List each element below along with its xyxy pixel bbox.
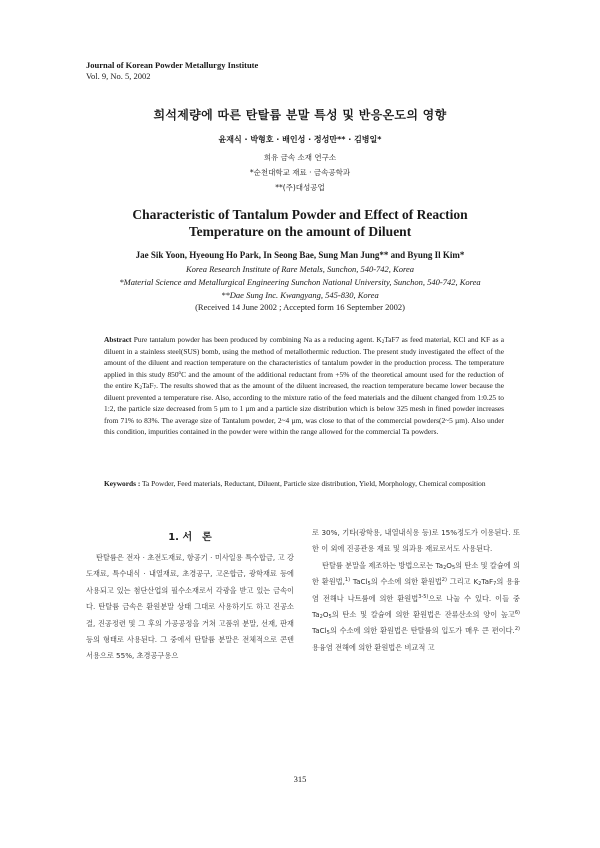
text: 으로 나눌 수 있다. 이들 중 Ta bbox=[312, 593, 520, 620]
received-dates: (Received 14 June 2002 ; Accepted form 16 September 2002) bbox=[195, 302, 405, 312]
text: 의 탄소 및 칼슘에 의한 환원법, bbox=[312, 560, 520, 587]
text: 의 수소에 의한 환원법 bbox=[370, 577, 442, 587]
text: TaF bbox=[481, 577, 494, 587]
keywords bbox=[104, 478, 504, 490]
body-column-left bbox=[86, 550, 294, 665]
english-title-line-1: Characteristic of Tantalum Powder and Effect of Reaction bbox=[132, 207, 468, 222]
text: 의 탄소 및 칼슘에 의한 환원법은 잔류산소의 양이 높고 bbox=[331, 610, 515, 620]
reference-mark: 2) bbox=[441, 577, 447, 584]
subscript: 2 bbox=[381, 339, 385, 345]
text: O bbox=[322, 610, 329, 620]
section-heading: 1. 서 론 bbox=[168, 532, 212, 543]
body-paragraph: 로 30%, 기타(광학용, 내열내식용 등)로 15%정도가 이용된다. 또한 이 외에 진공관용 재료 및 의과용 재료로서도 사용된다. bbox=[312, 528, 520, 554]
text: 그리고 K bbox=[446, 577, 479, 587]
subscript: 5 bbox=[328, 614, 332, 621]
text: O bbox=[446, 560, 452, 570]
journal-volume: Vol. 9, No. 5, 2002 bbox=[86, 71, 151, 81]
subscript: 5 bbox=[367, 581, 371, 588]
keywords-text: Ta Powder, Feed materials, Reductant, Diluent, Particle size distribution, Yield, Morphology, Chemical composition bbox=[140, 479, 486, 488]
body-paragraph bbox=[312, 558, 520, 656]
subscript: 5 bbox=[326, 630, 330, 637]
english-authors: Jae Sik Yoon, Hyeoung Ho Park, In Seong Bae, Sung Man Jung** and Byung Il Kim* bbox=[135, 250, 465, 260]
reference-mark: 2) bbox=[514, 626, 520, 633]
text: TaCl bbox=[350, 577, 368, 587]
korean-affiliation-3: **(주)대성공업 bbox=[275, 183, 325, 192]
body-paragraph: 탄탈륨은 전자 · 초전도재료, 항공기 · 미사일용 특수합금, 고 강도재료, 특수내식 · 내열재료, 초경공구, 고온합금, 광학재료 등에 사용되고 있는 첨단산업의 필수소재로서 각광을 받고 있는 금속이다. 탄탈륨 금속은 환원분말 상태 그대로 사용하기도 하고 진공소결, 진공정련 및 그 후의 가공공정을 거쳐 고품위 분말, 선재, 판재 등의 형태로 사용된다. 그 중에서 탄탈륨 분말은 전체적으로 콘덴서용으로 55%, 초경공구용으 bbox=[86, 553, 294, 661]
korean-affiliation-1: 희유 금속 소재 연구소 bbox=[263, 153, 337, 162]
text: TaCl bbox=[312, 626, 327, 636]
english-affiliation-3: **Dae Sung Inc. Kwangyang, 545-830, Korea bbox=[221, 290, 379, 300]
subscript: 7 bbox=[153, 385, 157, 392]
reference-mark: 1) bbox=[344, 577, 351, 584]
abstract bbox=[104, 334, 504, 438]
page-number: 315 bbox=[293, 774, 307, 784]
english-title bbox=[0, 206, 600, 240]
subscript: 2 bbox=[319, 614, 323, 621]
abstract-text: C and the amount of the additional reductant from +5% of the theoretical amount used for the reduction of the entire K bbox=[104, 369, 504, 391]
korean-title: 희석제량에 따른 탄탈륨 분말 특성 및 반응온도의 영향 bbox=[153, 108, 447, 122]
reference-mark: 3-5) bbox=[418, 593, 429, 600]
subscript: 5 bbox=[451, 564, 456, 571]
text: 의 용융염 전해나 나트륨에 의한 환원법 bbox=[312, 577, 520, 603]
text: 탄탈륨 분말을 제조하는 방법으로는 Ta bbox=[322, 560, 444, 570]
subscript: 2 bbox=[478, 581, 482, 588]
reference-mark: 6) bbox=[514, 610, 520, 617]
body-column-right bbox=[312, 525, 520, 656]
subscript: 2 bbox=[443, 564, 447, 571]
journal-name: Journal of Korean Powder Metallurgy Institute bbox=[86, 60, 259, 70]
abstract-label: Abstract bbox=[104, 335, 132, 344]
keywords-label: Keywords : bbox=[104, 479, 141, 488]
subscript: 2 bbox=[139, 385, 143, 392]
superscript: o bbox=[178, 369, 182, 376]
english-affiliation-2: *Material Science and Metallurgical Engineering Sunchon National University, Sunchon, 540-742, Korea bbox=[119, 277, 481, 287]
text: 용융염 전해에 의한 환원법은 비교적 고 bbox=[312, 642, 435, 652]
abstract-text: Pure tantalum powder has been produced by combining Na as a reducing agent. K bbox=[131, 335, 382, 344]
korean-authors: 윤재식 · 박형호 · 배인성 · 정성만** · 김병일* bbox=[218, 135, 382, 144]
abstract-text: . The results showed that as the amount of the diluent increased, the reaction temperature became lower because the diluent prevented a temperature rise. Also, according to the mixture ratio of the feed materials and the diluent changed from 1:0.25 to 1:2, the particle size decreased from 5 µm to 1 µm and a particle size distribution which is below 325 mesh in fined powder increases from 71% to 83%. The average size of Tantalum powder, 2~4 µm, was close to that of the commercial powders(2~5 µm). Also under this condition, impurities contained in the powder were within the range allowed for the commercial Ta powders. bbox=[104, 381, 504, 437]
subscript: 7 bbox=[493, 581, 497, 588]
abstract-text: TaF7 as feed material, KCl and KF as a diluent in a stainless steel(SUS) bomb, using the method of metallothermic reduction. The present study investigated the effect of the amount of the diluent and reaction temperature on the characteristics of tantalum powder in the production process. The temperature applied in this study 850 bbox=[104, 335, 504, 379]
text: 의 수소에 의한 환원법은 탄탈륨의 입도가 매우 큰 편이다. bbox=[329, 626, 515, 636]
english-affiliation-1: Korea Research Institute of Rare Metals, Sunchon, 540-742, Korea bbox=[186, 264, 414, 274]
korean-affiliation-2: *순천대학교 재료 · 금속공학과 bbox=[249, 168, 351, 177]
journal-header bbox=[86, 60, 258, 82]
abstract-text: TaF bbox=[142, 381, 154, 391]
english-title-line-2: Temperature on the amount of Diluent bbox=[188, 224, 412, 239]
